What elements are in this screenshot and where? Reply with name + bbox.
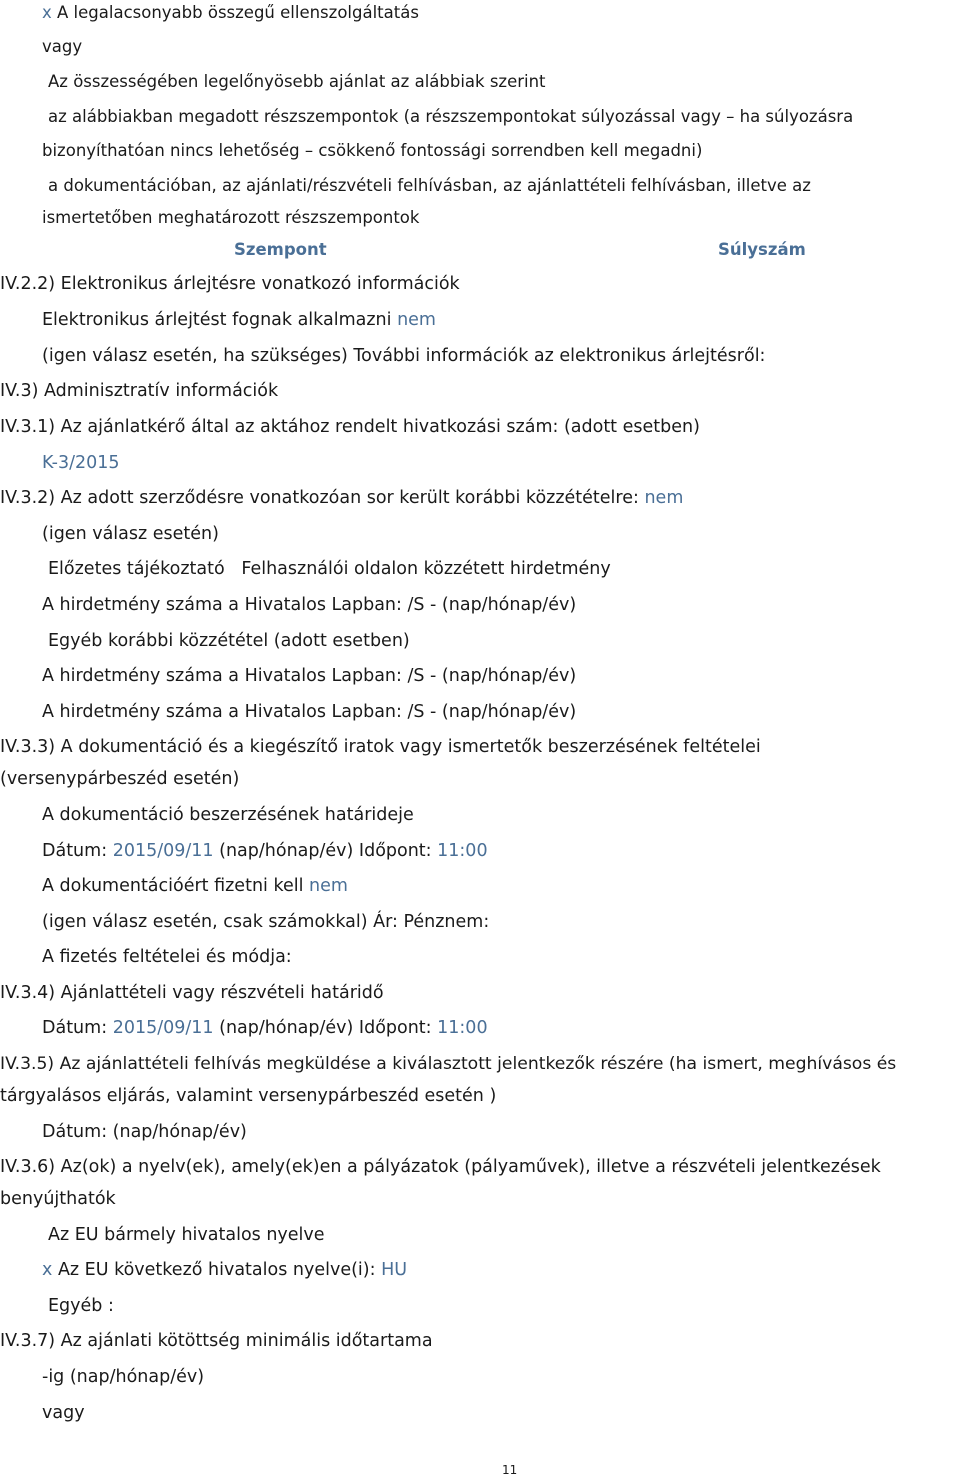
iv34-date-label: Dátum: <box>42 1018 108 1038</box>
iv32-prior-info: Előzetes tájékoztató Felhasználói oldalon közzétett hirdetmény <box>48 559 611 579</box>
section-iv31-title: IV.3.1) Az ajánlatkérő által az aktához rendelt hivatkozási szám: (adott esetben) <box>0 417 700 437</box>
award-sub2-line1: a dokumentációban, az ajánlati/részvételi felhívásban, az ajánlattételi felhívásban, illetve az <box>48 176 811 195</box>
award-sub2-line2: ismertetőben meghatározott részszempontok <box>42 208 420 227</box>
iv34-date-line <box>42 1017 488 1039</box>
iv33-date-format: (nap/hónap/év) Időpont: <box>219 841 432 861</box>
section-iv33-title-line2: (versenypárbeszéd esetén) <box>0 769 240 789</box>
checkbox-mark-x: x <box>42 3 52 22</box>
iv32-value: nem <box>644 488 684 508</box>
criterion-column-header: Szempont <box>234 240 327 259</box>
iv33-pay-value: nem <box>309 876 348 896</box>
section-iv32-title: IV.3.2) Az adott szerződésre vonatkozóan sor került korábbi közzétételre: <box>0 488 639 508</box>
award-lowest-line <box>42 2 419 24</box>
iv33-time-value: 11:00 <box>437 841 488 861</box>
award-or: vagy <box>42 37 83 56</box>
section-iv3-title: IV.3) Adminisztratív információk <box>0 381 279 401</box>
section-iv32-title-line <box>0 487 683 509</box>
iv22-more-info: (igen válasz esetén, ha szükséges) További információk az elektronikus árlejtésről: <box>42 346 766 366</box>
section-iv35-title-line2: tárgyalásos eljárás, valamint versenypárbeszéd esetén ) <box>0 1086 497 1106</box>
iv36-language-value: HU <box>381 1260 408 1280</box>
iv22-used-line <box>42 309 436 331</box>
iv33-pay-line <box>42 875 348 897</box>
iv36-following-label: Az EU következő hivatalos nyelve(i): <box>57 1260 376 1280</box>
iv32-if-yes: (igen válasz esetén) <box>42 524 219 544</box>
iv37-or: vagy <box>42 1403 85 1423</box>
iv37-until: -ig (nap/hónap/év) <box>42 1367 205 1387</box>
iv33-price: (igen válasz esetén, csak számokkal) Ár: Pénznem: <box>42 912 490 932</box>
section-iv34-title: IV.3.4) Ajánlattételi vagy részvételi határidő <box>0 983 384 1003</box>
section-iv36-title-line1: IV.3.6) Az(ok) a nyelv(ek), amely(ek)en a pályázatok (pályaművek), illetve a részvételi jelentkezések <box>0 1157 881 1177</box>
page-number: 11 <box>502 1463 518 1477</box>
iv36-other-language: Egyéb : <box>48 1296 114 1316</box>
checkbox-mark-x: x <box>42 1260 53 1280</box>
award-msat: Az összességében legelőnyösebb ajánlat az alábbiak szerint <box>48 72 546 91</box>
section-iv22-title: IV.2.2) Elektronikus árlejtésre vonatkozó információk <box>0 274 460 294</box>
iv33-payment-terms: A fizetés feltételei és módja: <box>42 947 292 967</box>
iv33-date-line <box>42 840 488 862</box>
iv33-deadline: A dokumentáció beszerzésének határideje <box>42 805 414 825</box>
section-iv37-title: IV.3.7) Az ajánlati kötöttség minimális időtartama <box>0 1331 433 1351</box>
iv34-time-value: 11:00 <box>437 1018 488 1038</box>
iv33-pay-label: A dokumentációért fizetni kell <box>42 876 304 896</box>
section-iv35-title-line1: IV.3.5) Az ajánlattételi felhívás megküldése a kiválasztott jelentkezők részére (ha ismert, meghívásos és <box>0 1054 897 1074</box>
award-sub1-line2: bizonyíthatóan nincs lehetőség – csökkenő fontossági sorrendben kell megadni) <box>42 141 703 160</box>
iv33-date-value: 2015/09/11 <box>112 841 214 861</box>
iv34-date-format: (nap/hónap/év) Időpont: <box>219 1018 432 1038</box>
award-sub1-line1: az alábbiakban megadott részszempontok (a részszempontokat súlyozással vagy – ha súlyozásra <box>48 107 854 126</box>
iv33-date-label: Dátum: <box>42 841 108 861</box>
iv35-date: Dátum: (nap/hónap/év) <box>42 1122 247 1142</box>
iv36-any-eu-language: Az EU bármely hivatalos nyelve <box>48 1225 325 1245</box>
weight-column-header: Súlyszám <box>718 240 806 259</box>
iv22-used-label: Elektronikus árlejtést fognak alkalmazni <box>42 310 392 330</box>
section-iv33-title-line1: IV.3.3) A dokumentáció és a kiegészítő iratok vagy ismertetők beszerzésének feltételei <box>0 737 761 757</box>
iv32-notice-number-3: A hirdetmény száma a Hivatalos Lapban: /S - (nap/hónap/év) <box>42 702 577 722</box>
award-lowest-text: A legalacsonyabb összegű ellenszolgáltatás <box>57 3 419 22</box>
iv32-notice-number-1: A hirdetmény száma a Hivatalos Lapban: /S - (nap/hónap/év) <box>42 595 577 615</box>
iv32-notice-number-2: A hirdetmény száma a Hivatalos Lapban: /S - (nap/hónap/év) <box>42 666 577 686</box>
iv22-used-value: nem <box>397 310 436 330</box>
iv31-reference-number: K-3/2015 <box>42 453 120 473</box>
section-iv36-title-line2: benyújthatók <box>0 1189 116 1209</box>
iv36-following-line <box>42 1259 407 1281</box>
iv34-date-value: 2015/09/11 <box>112 1018 214 1038</box>
iv32-other-publication: Egyéb korábbi közzététel (adott esetben) <box>48 631 410 651</box>
